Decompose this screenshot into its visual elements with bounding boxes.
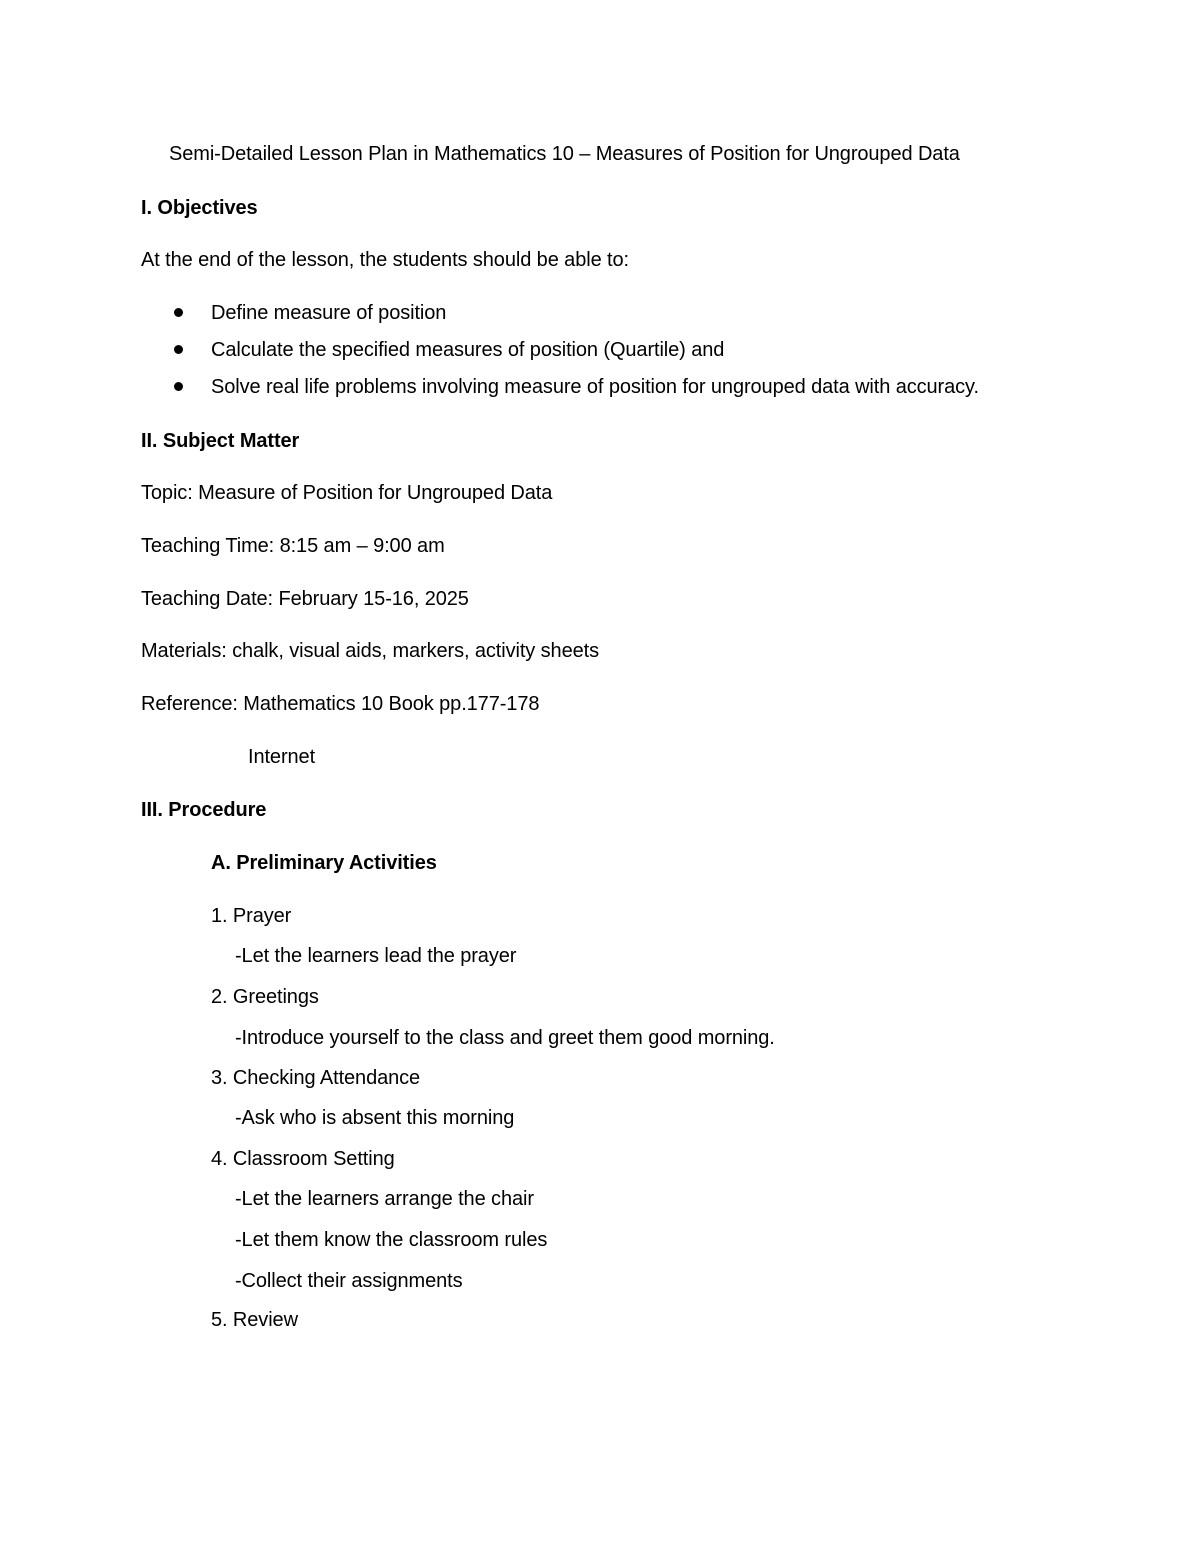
procedure-step-note: -Ask who is absent this morning [235,1107,515,1129]
procedure-step-note: -Collect their assignments [235,1270,463,1292]
subject-matter-heading: II. Subject Matter [141,430,300,452]
materials-line: Materials: chalk, visual aids, markers, activity sheets [141,640,599,662]
document-title: Semi-Detailed Lesson Plan in Mathematics 10 – Measures of Position for Ungrouped Data [169,143,960,165]
topic-line: Topic: Measure of Position for Ungrouped Data [141,482,553,504]
procedure-step-note: -Let them know the classroom rules [235,1229,548,1251]
procedure-step: 4. Classroom Setting [211,1148,395,1170]
reference-line: Reference: Mathematics 10 Book pp.177-178 [141,693,540,715]
procedure-step: 3. Checking Attendance [211,1067,421,1089]
objectives-heading: I. Objectives [141,197,258,219]
objective-item: Solve real life problems involving measure of position for ungrouped data with accuracy. [211,376,979,398]
objective-item: Define measure of position [211,302,447,324]
teaching-time-line: Teaching Time: 8:15 am – 9:00 am [141,535,445,557]
procedure-step-note: -Let the learners arrange the chair [235,1188,534,1210]
procedure-step-note: -Introduce yourself to the class and greet them good morning. [235,1027,775,1049]
objectives-intro: At the end of the lesson, the students should be able to: [141,249,629,271]
procedure-step: 1. Prayer [211,905,292,927]
reference-extra-line: Internet [248,746,316,768]
bullet-icon [174,308,183,317]
procedure-heading: III. Procedure [141,799,267,821]
objective-item: Calculate the specified measures of position (Quartile) and [211,339,725,361]
bullet-icon [174,345,183,354]
procedure-step: 5. Review [211,1309,298,1331]
teaching-date-line: Teaching Date: February 15-16, 2025 [141,588,469,610]
procedure-step: 2. Greetings [211,986,319,1008]
preliminary-activities-heading: A. Preliminary Activities [211,852,437,874]
procedure-step-note: -Let the learners lead the prayer [235,945,517,967]
bullet-icon [174,382,183,391]
